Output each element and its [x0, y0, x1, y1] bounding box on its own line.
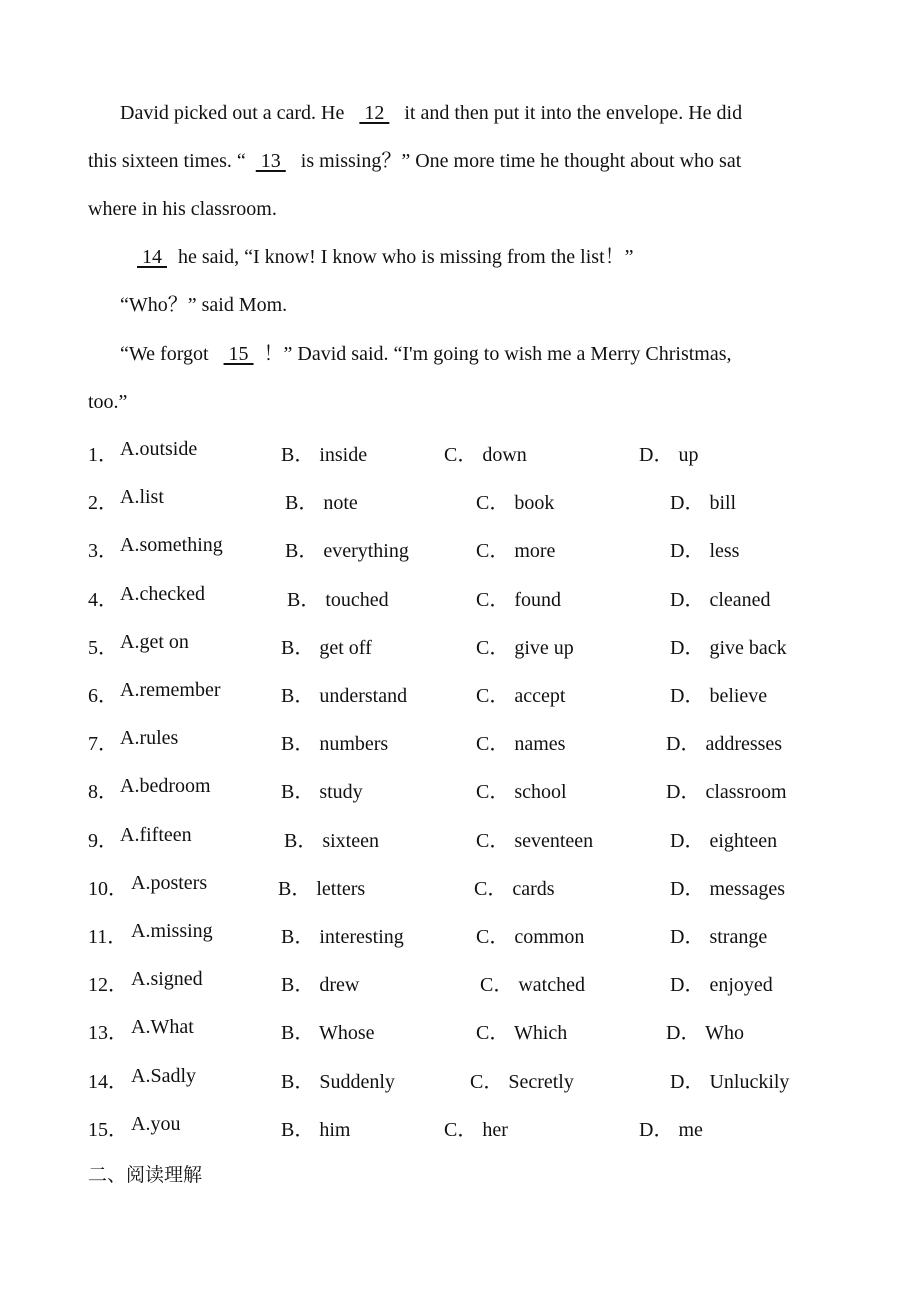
option-b: B． him — [281, 1118, 351, 1141]
question-row — [0, 583, 920, 609]
option-a: A.Sadly — [131, 1064, 196, 1087]
option-a: A.checked — [120, 582, 205, 605]
option-a: A.remember — [120, 679, 221, 701]
question-row — [0, 727, 920, 756]
question-row — [0, 824, 920, 850]
question-row — [0, 872, 920, 898]
option-c: C． watched — [480, 974, 585, 997]
option-b: B． study — [281, 781, 363, 804]
option-b: B． drew — [281, 974, 360, 997]
passage-line — [88, 390, 127, 414]
question-row — [0, 775, 920, 804]
passage-line — [88, 197, 277, 221]
passage-line — [120, 293, 287, 317]
blank-12: 12 — [359, 102, 390, 124]
passage-text: he said, “I know! I know who is missing from the list！” — [173, 246, 634, 268]
option-b: B． understand — [281, 685, 408, 707]
option-d: D． up — [639, 444, 699, 466]
option-d: D． cleaned — [670, 588, 771, 611]
question-number: 14． — [88, 1070, 128, 1093]
option-a: A.signed — [131, 968, 203, 991]
option-b: B． sixteen — [284, 829, 379, 852]
question-row — [0, 631, 920, 657]
option-a: A.something — [120, 534, 223, 557]
option-a: A.fifteen — [120, 823, 192, 846]
option-d: D． give back — [670, 636, 787, 659]
option-a: A.outside — [120, 438, 198, 460]
option-d: D． addresses — [666, 733, 783, 756]
section-heading: 二、阅读理解 — [88, 1164, 203, 1186]
option-d: D． Who — [666, 1022, 744, 1045]
blank-13: 13 — [255, 150, 286, 172]
passage-text: “We forgot — [120, 343, 214, 365]
question-row — [0, 1065, 920, 1091]
question-number: 12． — [88, 974, 128, 997]
option-c: C． cards — [474, 877, 555, 900]
question-number: 5． — [88, 636, 118, 659]
option-b: B． numbers — [281, 733, 389, 756]
option-a: A.bedroom — [120, 775, 211, 798]
option-d: D． strange — [670, 926, 768, 948]
option-a: A.you — [131, 1112, 181, 1135]
question-number: 4． — [88, 588, 118, 611]
option-d: D． enjoyed — [670, 974, 773, 997]
question-number: 7． — [88, 733, 118, 756]
option-c: C． Which — [476, 1022, 568, 1045]
question-number: 3． — [88, 540, 118, 563]
question-number: 9． — [88, 829, 118, 852]
option-d: D． less — [670, 540, 740, 563]
passage-line — [88, 149, 741, 173]
option-a: A.list — [120, 486, 164, 509]
option-c: C． down — [444, 444, 527, 466]
passage-text: ！” David said. “I'm going to wish me a Merry Christmas, — [263, 343, 732, 365]
question-number: 8． — [88, 781, 118, 804]
option-a: A.posters — [131, 871, 208, 894]
question-number: 13． — [88, 1022, 128, 1045]
question-row — [0, 1113, 920, 1139]
option-b: B． Whose — [281, 1022, 375, 1045]
option-b: B． get off — [281, 636, 372, 659]
option-c: C． Secretly — [470, 1070, 574, 1093]
option-d: D． messages — [670, 877, 785, 900]
option-b: B． everything — [285, 540, 409, 563]
option-c: C． accept — [476, 685, 566, 707]
option-c: C． book — [476, 492, 555, 515]
question-row — [0, 486, 920, 515]
option-a: A.What — [131, 1016, 194, 1039]
option-b: B． touched — [287, 588, 389, 611]
question-row — [0, 438, 920, 464]
question-number: 11． — [88, 926, 128, 948]
option-d: D． eighteen — [670, 829, 778, 852]
question-row — [0, 679, 920, 705]
option-c: C． names — [476, 733, 566, 756]
option-b: B． note — [285, 492, 358, 515]
passage-line — [120, 101, 742, 125]
blank-15: 15 — [223, 343, 254, 365]
passage-text: too.” — [88, 391, 128, 413]
question-row — [0, 920, 920, 946]
option-b: B． letters — [278, 877, 366, 900]
option-b: B． interesting — [281, 926, 404, 948]
passage-text: is missing？” One more time he thought about who sat — [295, 150, 742, 172]
option-d: D． bill — [670, 492, 737, 515]
option-c: C． seventeen — [476, 829, 594, 852]
option-d: D． me — [639, 1118, 703, 1141]
option-b: B． inside — [281, 444, 368, 466]
option-c: C． give up — [476, 636, 574, 659]
question-number: 6． — [88, 685, 118, 707]
question-number: 15． — [88, 1118, 128, 1141]
option-a: A.rules — [120, 727, 179, 750]
option-a: A.get on — [120, 630, 189, 653]
passage-text: this sixteen times. “ — [88, 150, 246, 172]
passage-line — [120, 342, 732, 366]
question-row — [0, 534, 920, 563]
option-b: B． Suddenly — [281, 1070, 395, 1093]
passage-text: “Who？” said Mom. — [120, 294, 288, 316]
option-d: D． classroom — [666, 781, 787, 804]
option-c: C． school — [476, 781, 567, 804]
passage-text: where in his classroom. — [88, 198, 277, 220]
question-row — [0, 968, 920, 997]
option-c: C． found — [476, 588, 561, 611]
question-row — [0, 1016, 920, 1045]
blank-14: 14 — [137, 246, 167, 268]
question-number: 2． — [88, 492, 118, 515]
option-d: D． believe — [670, 685, 768, 707]
question-number: 1． — [88, 444, 118, 466]
question-number: 10． — [88, 877, 128, 900]
passage-text: David picked out a card. He — [120, 102, 350, 124]
option-c: C． common — [476, 926, 585, 948]
passage-line — [131, 245, 634, 269]
option-c: C． her — [444, 1118, 508, 1141]
option-a: A.missing — [131, 920, 213, 942]
passage-text: it and then put it into the envelope. He did — [399, 102, 743, 124]
option-d: D． Unluckily — [670, 1070, 790, 1093]
option-c: C． more — [476, 540, 556, 563]
